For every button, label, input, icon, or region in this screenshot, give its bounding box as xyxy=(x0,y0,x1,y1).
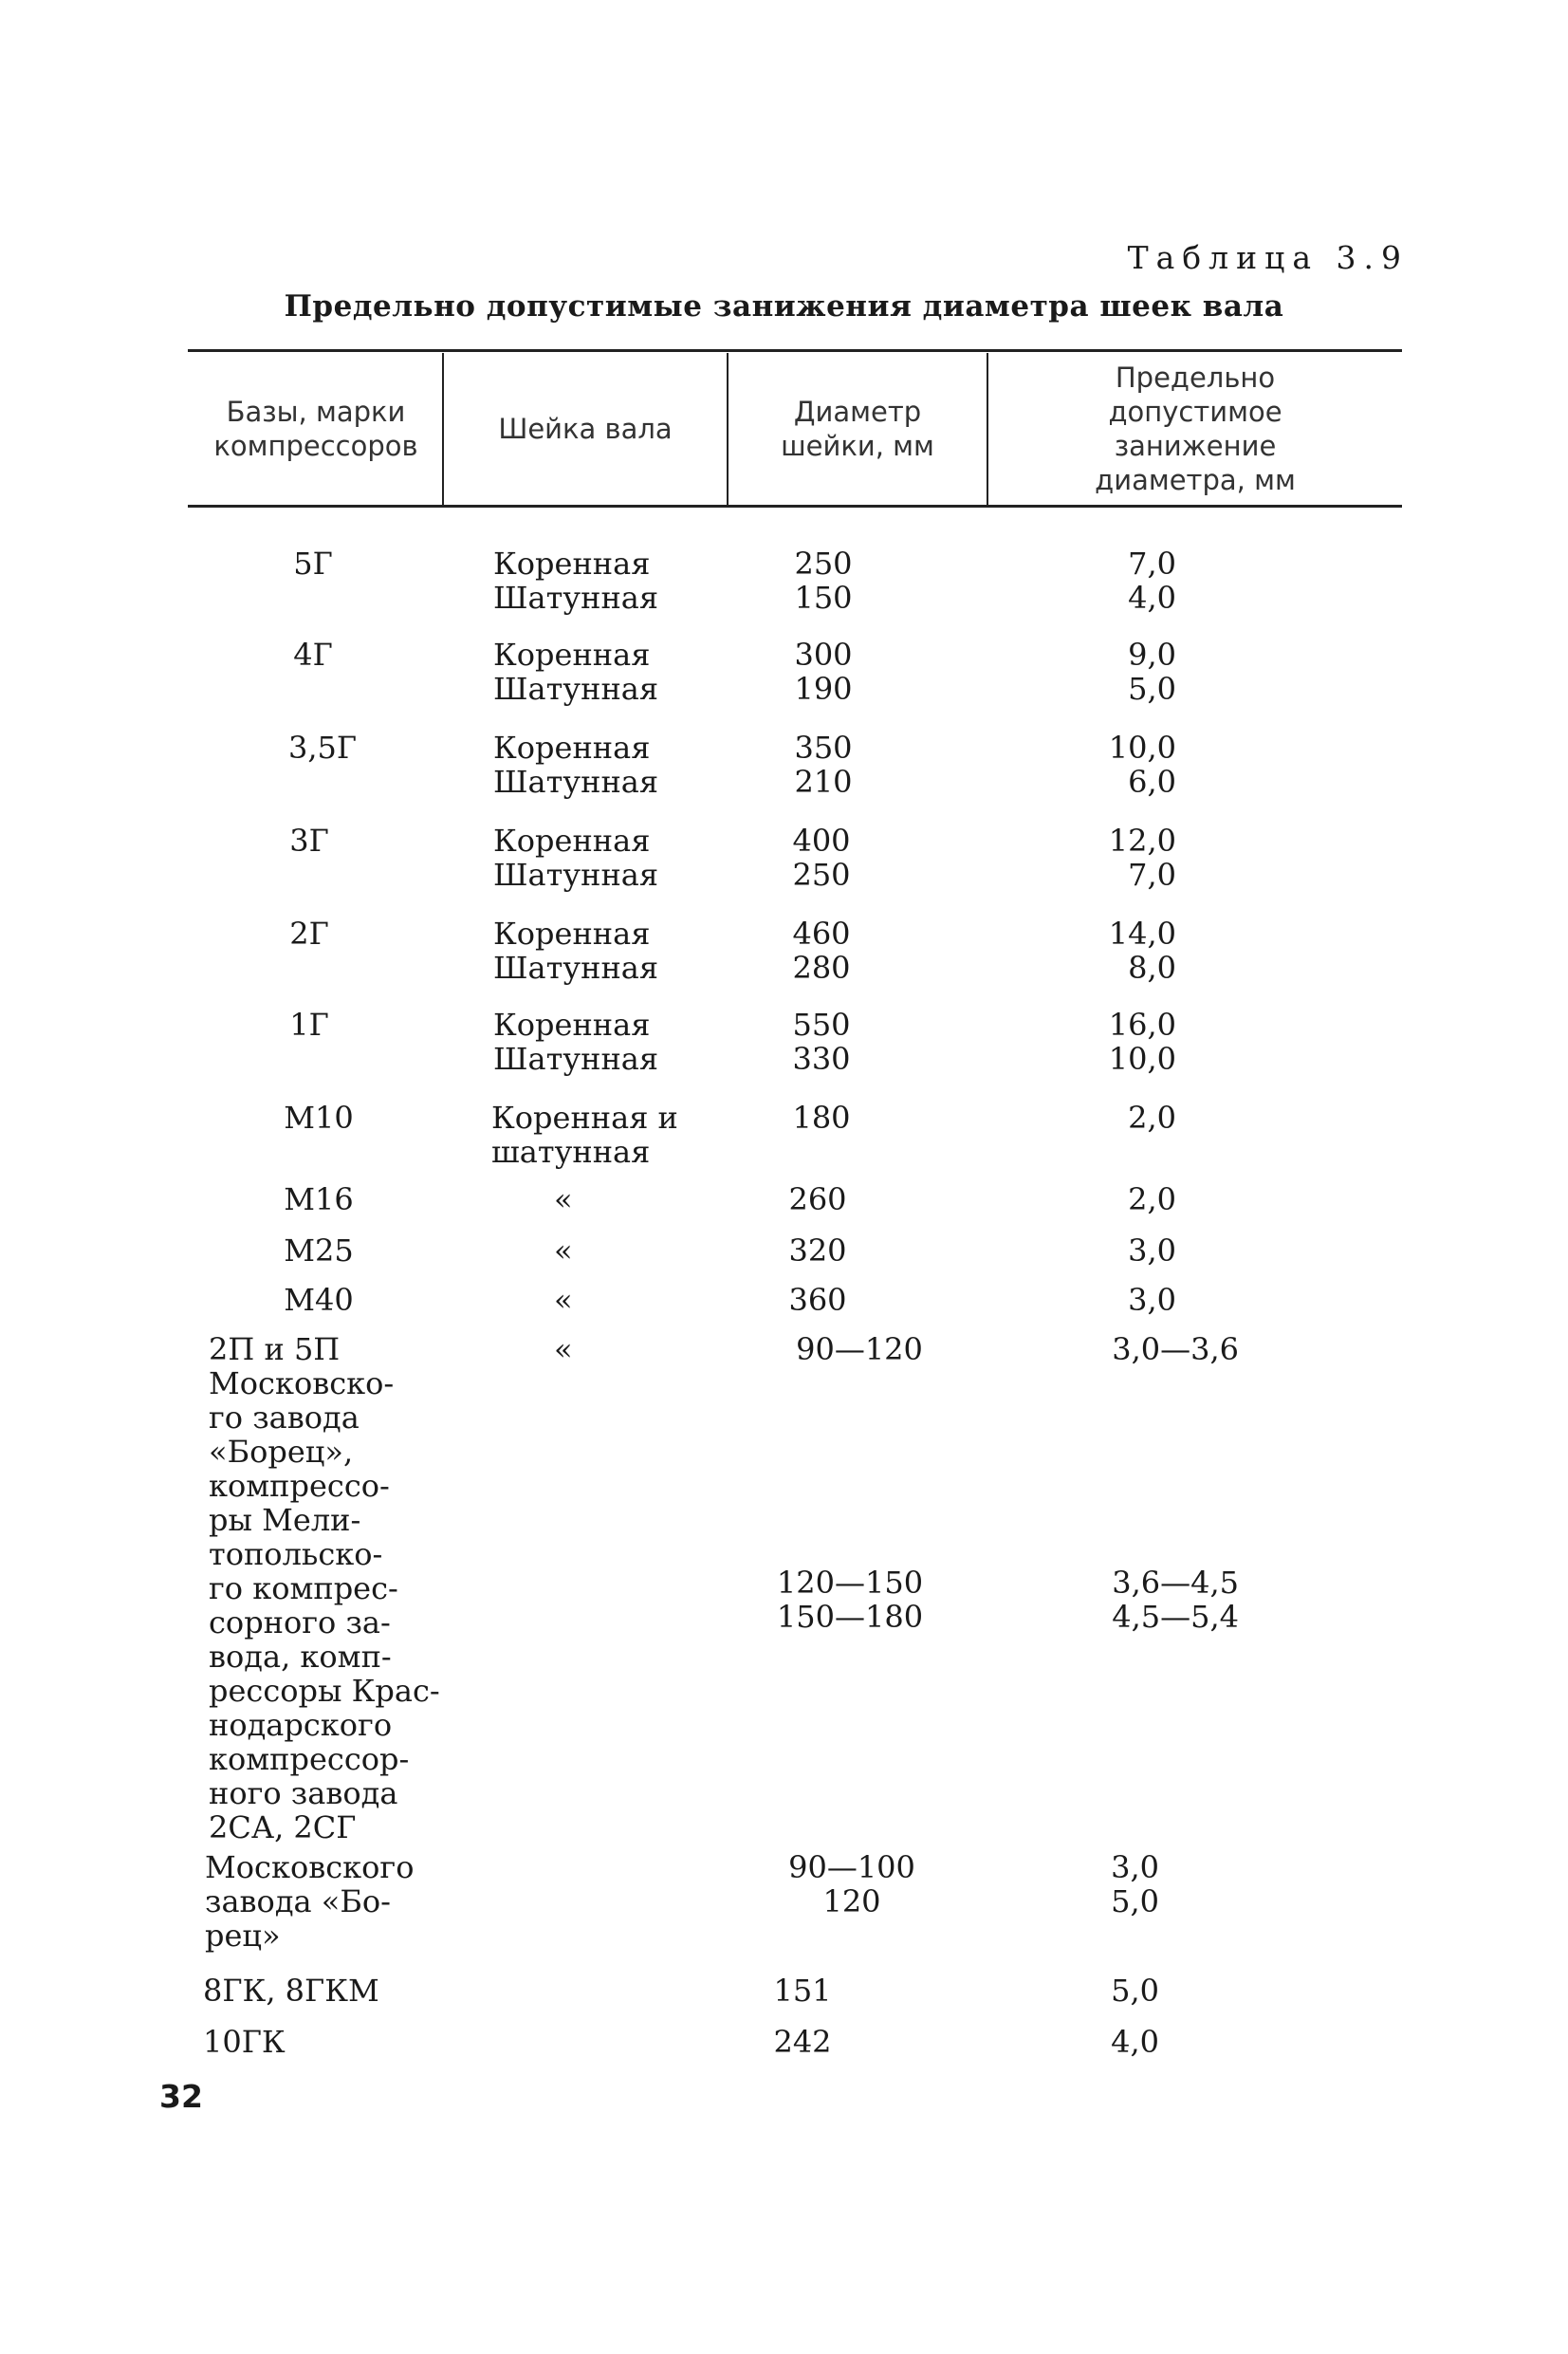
table-cell-diameter: 260 xyxy=(788,1181,847,1217)
table-cell-limit: 3,0 5,0 xyxy=(1111,1849,1159,1919)
table-cell-limit: 3,0—3,6 xyxy=(1112,1331,1239,1367)
table-cell-diameter: 350 210 xyxy=(794,730,853,800)
table-cell-base: М10 xyxy=(284,1100,354,1136)
table-cell-diameter: 400 250 xyxy=(792,823,851,893)
table-cell-limit: 3,0 xyxy=(1128,1282,1176,1318)
table-cell-base: 8ГК, 8ГКМ xyxy=(203,1973,379,2009)
table-cell-base: 5Г xyxy=(293,546,333,582)
header-bottom-rule xyxy=(188,505,1402,508)
table-cell-limit: 9,0 5,0 xyxy=(1128,637,1176,707)
table-cell-diameter: 300 190 xyxy=(794,637,853,707)
table-cell-diameter: 242 xyxy=(773,2024,832,2060)
table-cell-limit: 16,0 10,0 xyxy=(1108,1007,1176,1077)
table-cell-journal: « xyxy=(554,1233,573,1269)
table-cell-base: 4Г xyxy=(293,637,333,673)
table-cell-limit: 10,0 6,0 xyxy=(1108,730,1176,800)
table-cell-base: М16 xyxy=(284,1181,354,1217)
table-cell-journal: « xyxy=(554,1282,573,1318)
table-top-rule xyxy=(188,349,1402,352)
table-cell-diameter: 360 xyxy=(788,1282,847,1318)
table-cell-limit: 2,0 xyxy=(1128,1100,1176,1136)
table-cell-journal: Коренная Шатунная xyxy=(493,546,659,616)
table-cell-journal: Коренная Шатунная xyxy=(493,637,659,707)
table-cell-limit: 4,0 xyxy=(1111,2024,1159,2060)
table-title: Предельно допустимые занижения диаметра шеек вала xyxy=(284,289,1284,324)
table-cell-limit: 12,0 7,0 xyxy=(1108,823,1176,893)
table-cell-base: 3,5Г xyxy=(287,730,358,766)
table-cell-diameter: 320 xyxy=(788,1233,847,1269)
table-cell-limit: 3,0 xyxy=(1128,1233,1176,1269)
table-cell-diameter: 460 280 xyxy=(792,916,851,986)
table-cell-journal: « xyxy=(554,1331,573,1367)
table-cell-diameter: 151 xyxy=(773,1973,832,2009)
table-cell-journal: « xyxy=(554,1181,573,1217)
table-cell-limit: 14,0 8,0 xyxy=(1108,916,1176,986)
table-cell-limit: 7,0 4,0 xyxy=(1128,546,1176,616)
table-cell-base: 1Г xyxy=(289,1007,329,1043)
table-cell-journal: Коренная и шатунная xyxy=(491,1100,678,1170)
table-cell-limit: 2,0 xyxy=(1128,1181,1176,1217)
table-cell-base: 10ГК xyxy=(203,2024,286,2060)
header-journal: Шейка вала xyxy=(498,413,673,445)
table-cell-base: 2П и 5П Московско- го завода «Борец», компрессо- ры Мели- топольско- го компрес- сорного за- вода, комп- рессоры Крас- нодарского компрессор- ного завода 2СА, 2СГ xyxy=(209,1331,440,1845)
table-cell-diameter: 550 330 xyxy=(792,1007,851,1077)
table-cell-diameter: 250 150 xyxy=(794,546,853,616)
table-cell-base: Московского завода «Бо- рец» xyxy=(205,1849,415,1954)
table-cell-diameter: 90—120 xyxy=(796,1331,923,1367)
page-number: 32 xyxy=(159,2078,203,2115)
table-cell-base: 2Г xyxy=(289,916,329,952)
table-cell-diameter: 180 xyxy=(792,1100,851,1136)
header-limit: Предельно допустимое занижение диаметра, мм xyxy=(1095,361,1296,496)
header-base: Базы, марки компрессоров xyxy=(213,396,418,462)
table-cell-journal: Коренная Шатунная xyxy=(493,1007,659,1077)
table-cell-diameter: 90—100 120 xyxy=(788,1849,915,1919)
table-cell-limit: 5,0 xyxy=(1111,1973,1159,2009)
table-cell-base: М40 xyxy=(284,1282,354,1318)
table-cell-journal: Коренная Шатунная xyxy=(493,823,659,893)
table-cell-diameter: 120—150 150—180 xyxy=(776,1565,924,1635)
table-cell-journal: Коренная Шатунная xyxy=(493,916,659,986)
table-caption: Таблица 3.9 xyxy=(1127,239,1409,276)
table-cell-limit: 3,6—4,5 4,5—5,4 xyxy=(1112,1565,1239,1635)
header-diameter: Диаметр шейки, мм xyxy=(781,396,934,462)
table-cell-base: 3Г xyxy=(289,823,329,859)
table-cell-journal: Коренная Шатунная xyxy=(493,730,659,800)
table-cell-base: М25 xyxy=(284,1233,354,1269)
